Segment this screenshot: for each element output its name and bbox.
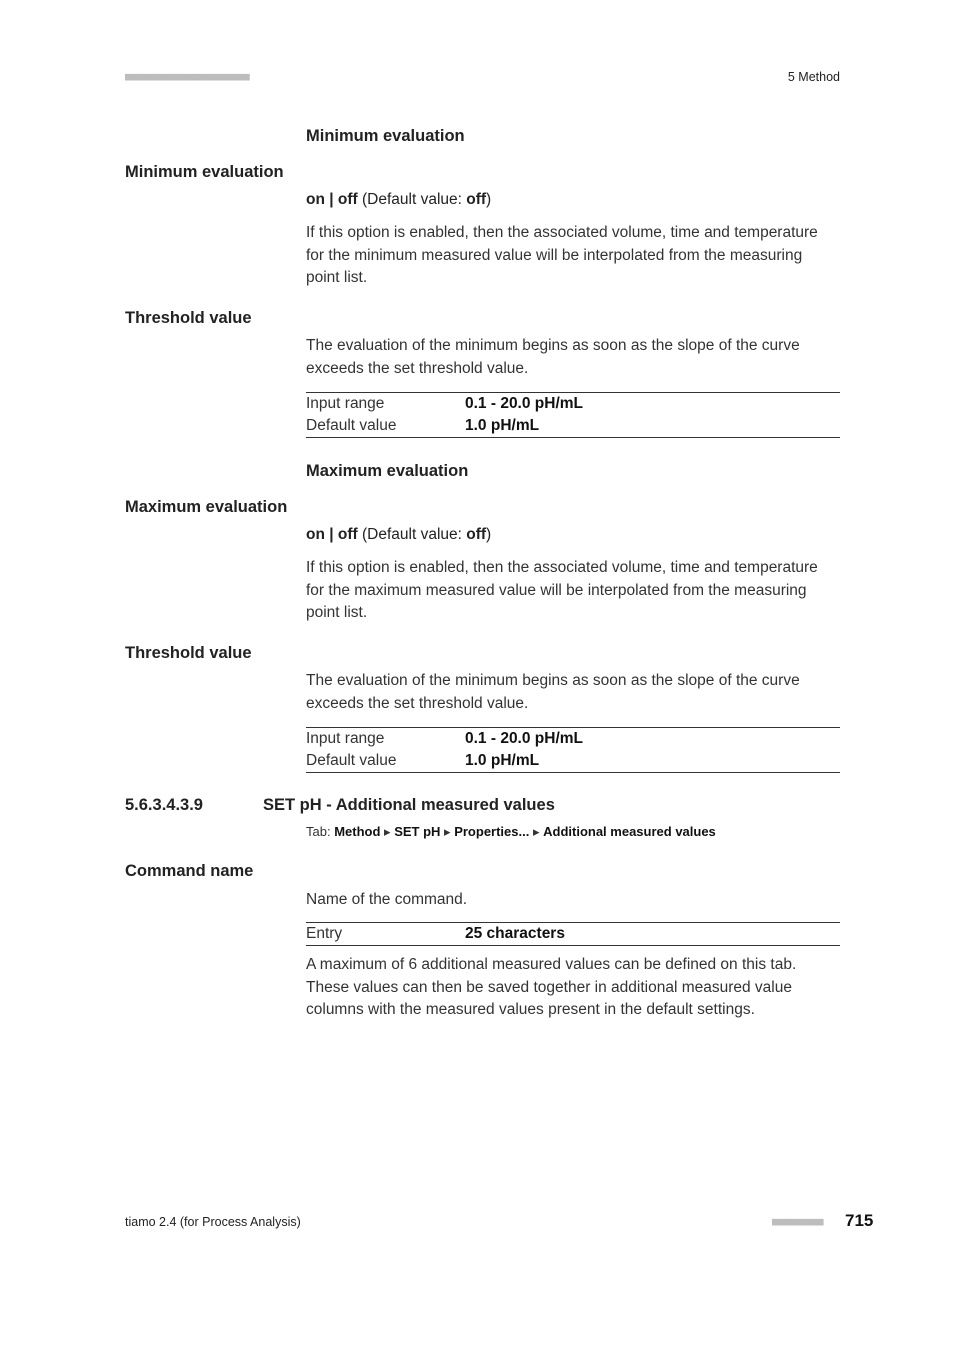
table-row [306,750,840,772]
max-default-suffix: ) [486,526,492,543]
page-number: 715 [845,1211,874,1230]
header-section: 5 Method [787,70,840,84]
table-label: Input range [306,395,385,412]
table-row [306,728,840,750]
breadcrumb-item: Additional measured values [543,824,716,839]
closing-text: A maximum of 6 additional measured values can be defined on this tab. These values can then be saved together in additional measured value columns with the measured values present in the default settings. [306,956,797,1018]
max-default-val: off [466,526,487,543]
table-row [306,393,840,415]
min-param-table [306,392,840,438]
entry-table [306,922,840,946]
min-description: If this option is enabled, then the associated volume, time and temperature for the minimum measured value will be interpolated from the measuring point list. [306,224,818,286]
table-label: Entry [306,925,343,942]
min-default-prefix: (Default value: [357,191,467,208]
breadcrumb-item: Properties... [454,824,530,839]
section-number: 5.6.3.4.3.9 [125,796,203,814]
header-dots: ■■■■■■■■■■■■■■■■■■■■■■ [125,70,249,83]
breadcrumb-arrow-icon: ▸ [444,824,451,839]
table-label: Default value [306,417,397,434]
max-description: If this option is enabled, then the associated volume, time and temperature for the maximum measured value will be interpolated from the measuring point list. [306,559,818,621]
max-on-off: on | off [306,526,358,543]
min-on-off: on | off [306,191,358,208]
section-title: SET pH - Additional measured values [263,796,555,814]
breadcrumb-prefix: Tab: [306,824,335,839]
breadcrumb-arrow-icon: ▸ [384,824,391,839]
min-subheading: Minimum evaluation [306,127,465,145]
table-value: 25 characters [465,925,565,942]
command-name-title: Command name [125,862,254,880]
breadcrumb [306,824,716,840]
table-value: 1.0 pH/mL [465,417,540,434]
max-threshold-desc: The evaluation of the minimum begins as soon as the slope of the curve exceeds the set threshold value. [306,672,800,712]
table-label: Input range [306,730,385,747]
table-value: 0.1 - 20.0 pH/mL [465,730,584,747]
max-threshold-title: Threshold value [125,644,252,662]
min-param-title: Minimum evaluation [125,163,284,181]
max-subheading: Maximum evaluation [306,462,469,480]
table-row [306,415,840,437]
table-value: 1.0 pH/mL [465,752,540,769]
min-default-val: off [466,191,487,208]
min-default-suffix: ) [486,191,492,208]
breadcrumb-item: SET pH [394,824,441,839]
footer-dots: ■■■■■■■■■ [772,1215,823,1228]
min-threshold-title: Threshold value [125,309,252,327]
max-param-table [306,727,840,773]
max-param-title: Maximum evaluation [125,498,288,516]
min-threshold-desc: The evaluation of the minimum begins as soon as the slope of the curve exceeds the set threshold value. [306,337,800,377]
breadcrumb-arrow-icon: ▸ [532,824,540,839]
footer-product: tiamo 2.4 (for Process Analysis) [125,1215,301,1229]
table-row [306,923,840,945]
command-desc: Name of the command. [306,891,468,908]
max-on-off-line [306,526,491,544]
table-value: 0.1 - 20.0 pH/mL [465,395,584,412]
breadcrumb-item: Method [334,824,381,839]
min-on-off-line [306,191,491,209]
table-label: Default value [306,752,397,769]
max-default-prefix: (Default value: [357,526,467,543]
